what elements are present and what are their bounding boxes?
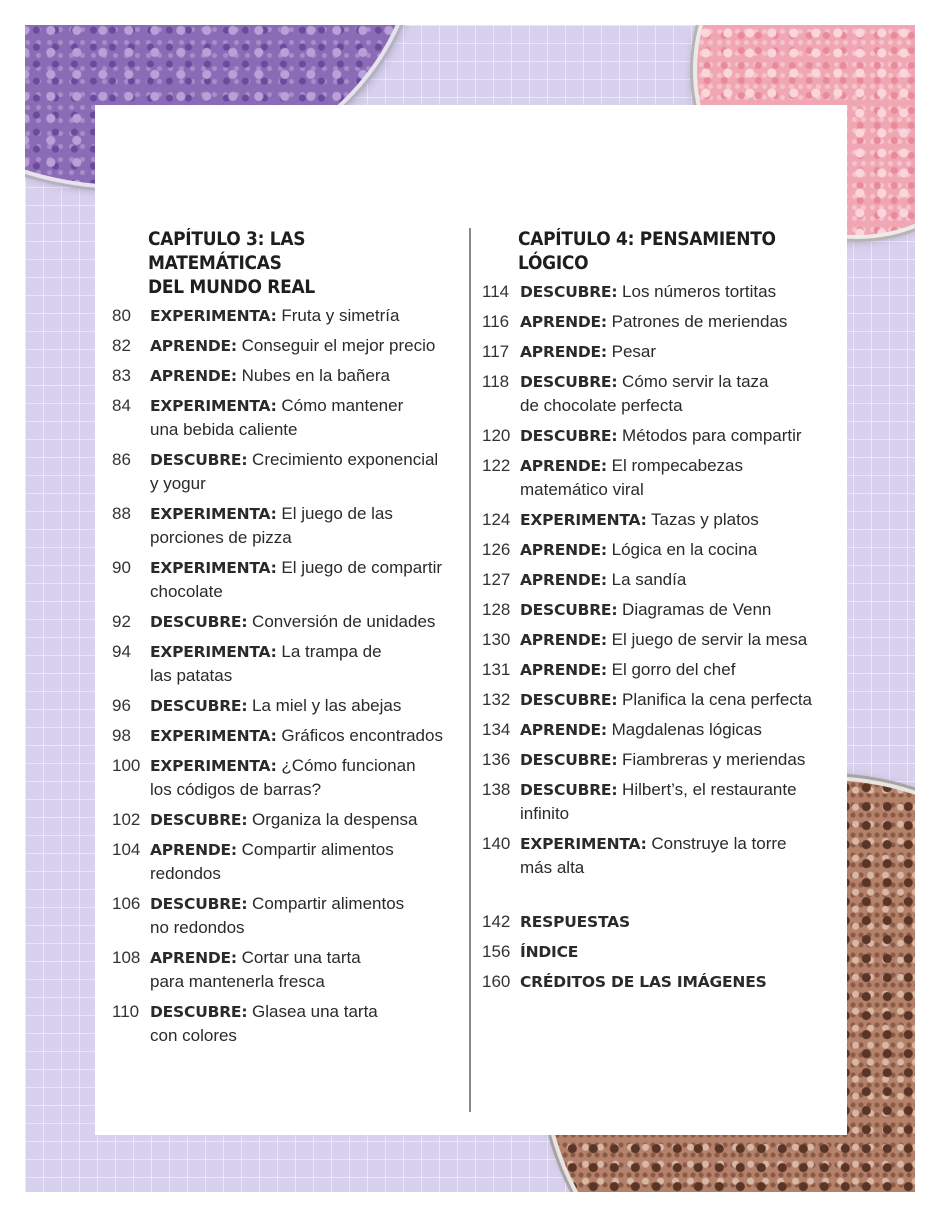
entry-text xyxy=(150,754,462,802)
page-number: 84 xyxy=(112,396,131,415)
page-number: 120 xyxy=(482,426,511,445)
page-number: 106 xyxy=(112,894,141,913)
backmatter-label: RESPUESTAS xyxy=(520,913,630,931)
entry-title: Compartir alimentos redondos xyxy=(150,840,394,883)
toc-entry[interactable] xyxy=(482,832,832,880)
activity-type-label: DESCUBRE: xyxy=(520,751,618,769)
entry-title: Pesar xyxy=(606,342,657,361)
page-number: 140 xyxy=(482,834,511,853)
entry-text xyxy=(150,1000,462,1048)
page-number: 117 xyxy=(482,342,510,361)
activity-type-label: APRENDE: xyxy=(520,541,607,559)
activity-type-label: DESCUBRE: xyxy=(150,451,248,469)
entry-text xyxy=(520,688,832,712)
page-number: 138 xyxy=(482,780,511,799)
activity-type-label: APRENDE: xyxy=(520,721,607,739)
page-number: 110 xyxy=(112,1002,140,1021)
entry-title: El gorro del chef xyxy=(606,660,736,679)
activity-type-label: DESCUBRE: xyxy=(150,895,248,913)
toc-entry[interactable] xyxy=(482,280,832,304)
page-number: 132 xyxy=(482,690,511,709)
page-number: 88 xyxy=(112,504,131,523)
toc-entry[interactable] xyxy=(112,304,462,328)
entry-text xyxy=(520,748,832,772)
activity-type-label: APRENDE: xyxy=(520,457,607,475)
toc-entry[interactable] xyxy=(482,370,832,418)
entry-title: Fruta y simetría xyxy=(276,306,400,325)
page-number: 80 xyxy=(112,306,131,325)
page-number: 114 xyxy=(482,282,510,301)
entry-title: Lógica en la cocina xyxy=(606,540,758,559)
entry-text xyxy=(150,694,462,718)
entry-title: La trampa de las patatas xyxy=(150,642,382,685)
entry-title: ¿Cómo funcionan los códigos de barras? xyxy=(150,756,416,799)
toc-entry[interactable] xyxy=(112,838,462,886)
activity-type-label: EXPERIMENTA: xyxy=(520,511,647,529)
page-number: 136 xyxy=(482,750,511,769)
toc-entry[interactable] xyxy=(112,448,462,496)
activity-type-label: EXPERIMENTA: xyxy=(150,307,277,325)
activity-type-label: APRENDE: xyxy=(150,337,237,355)
entry-text xyxy=(150,724,462,748)
entry-title: El juego de compartir chocolate xyxy=(150,558,443,601)
toc-entry[interactable] xyxy=(482,538,832,562)
toc-entry[interactable] xyxy=(112,1000,462,1048)
column-divider xyxy=(469,228,471,1112)
toc-entry[interactable] xyxy=(112,754,462,802)
entry-text xyxy=(150,394,462,442)
entry-title: Planifica la cena perfecta xyxy=(617,690,812,709)
entry-text xyxy=(150,640,462,688)
page-number: 104 xyxy=(112,840,141,859)
activity-type-label: APRENDE: xyxy=(150,367,237,385)
toc-entry[interactable] xyxy=(482,628,832,652)
page-number: 134 xyxy=(482,720,511,739)
toc-entry[interactable] xyxy=(482,718,832,742)
page-number: 94 xyxy=(112,642,131,661)
chapter-4-column xyxy=(482,228,832,1000)
toc-entry[interactable] xyxy=(482,658,832,682)
page-number: 131 xyxy=(482,660,511,679)
page-number: 116 xyxy=(482,312,510,331)
activity-type-label: DESCUBRE: xyxy=(520,691,618,709)
activity-type-label: EXPERIMENTA: xyxy=(150,643,277,661)
page-number: 83 xyxy=(112,366,131,385)
page-number: 98 xyxy=(112,726,131,745)
toc-entry[interactable] xyxy=(112,724,462,748)
activity-type-label: APRENDE: xyxy=(520,571,607,589)
toc-entry[interactable] xyxy=(112,394,462,442)
activity-type-label: DESCUBRE: xyxy=(520,427,618,445)
entry-text xyxy=(520,454,832,502)
toc-entry[interactable] xyxy=(112,808,462,832)
toc-entry[interactable] xyxy=(482,748,832,772)
activity-type-label: APRENDE: xyxy=(520,313,607,331)
entry-text xyxy=(520,310,832,334)
entry-text xyxy=(150,334,462,358)
activity-type-label: EXPERIMENTA: xyxy=(520,835,647,853)
page-number: 128 xyxy=(482,600,511,619)
entry-title: Cómo servir la taza de chocolate perfecta xyxy=(520,372,769,415)
entry-text xyxy=(150,838,462,886)
activity-type-label: DESCUBRE: xyxy=(520,283,618,301)
entry-title: El juego de servir la mesa xyxy=(606,630,808,649)
page-number: 86 xyxy=(112,450,131,469)
entry-text xyxy=(150,892,462,940)
entry-title: Hilbert’s, el restaurante infinito xyxy=(520,780,797,823)
entry-text xyxy=(520,424,832,448)
activity-type-label: EXPERIMENTA: xyxy=(150,559,277,577)
toc-entry[interactable] xyxy=(112,946,462,994)
toc-entry[interactable] xyxy=(482,424,832,448)
backmatter-entry[interactable] xyxy=(482,970,832,994)
entry-text xyxy=(520,718,832,742)
entry-title: Cortar una tarta para mantenerla fresca xyxy=(150,948,361,991)
entry-text xyxy=(150,304,462,328)
activity-type-label: EXPERIMENTA: xyxy=(150,757,277,775)
backmatter-label: ÍNDICE xyxy=(520,943,579,961)
entry-text xyxy=(150,556,462,604)
page-number: 92 xyxy=(112,612,131,631)
page-number: 102 xyxy=(112,810,141,829)
activity-type-label: DESCUBRE: xyxy=(520,373,618,391)
entry-title: Diagramas de Venn xyxy=(617,600,772,619)
toc-entry[interactable] xyxy=(112,640,462,688)
activity-type-label: APRENDE: xyxy=(150,841,237,859)
entry-text xyxy=(150,502,462,550)
toc-entry[interactable] xyxy=(112,610,462,634)
activity-type-label: DESCUBRE: xyxy=(520,781,618,799)
activity-type-label: EXPERIMENTA: xyxy=(150,505,277,523)
activity-type-label: DESCUBRE: xyxy=(150,697,248,715)
entry-title: Conseguir el mejor precio xyxy=(236,336,436,355)
toc-entry[interactable] xyxy=(482,454,832,502)
entry-title: Tazas y platos xyxy=(646,510,759,529)
entry-text xyxy=(150,946,462,994)
entry-text xyxy=(520,538,832,562)
chapter-3-entries xyxy=(112,304,462,1048)
activity-type-label: DESCUBRE: xyxy=(150,811,248,829)
entry-title: La sandía xyxy=(606,570,687,589)
page-number: 130 xyxy=(482,630,511,649)
backmatter-label: CRÉDITOS DE LAS IMÁGENES xyxy=(520,973,767,991)
entry-text xyxy=(520,598,832,622)
page-number: 100 xyxy=(112,756,141,775)
toc-entry[interactable] xyxy=(482,568,832,592)
entry-text xyxy=(520,280,832,304)
entry-title: Los números tortitas xyxy=(617,282,777,301)
activity-type-label: APRENDE: xyxy=(520,661,607,679)
entry-text xyxy=(150,808,462,832)
entry-text xyxy=(150,610,462,634)
page-number: 122 xyxy=(482,456,511,475)
entry-text xyxy=(520,628,832,652)
page-number: 124 xyxy=(482,510,511,529)
entry-text xyxy=(520,370,832,418)
activity-type-label: DESCUBRE: xyxy=(150,613,248,631)
entry-text xyxy=(520,778,832,826)
page-number: 156 xyxy=(482,942,511,961)
activity-type-label: APRENDE: xyxy=(520,631,607,649)
chapter-3-title: CAPÍTULO 3: LAS MATEMÁTICAS DEL MUNDO REAL xyxy=(148,229,315,298)
activity-type-label: EXPERIMENTA: xyxy=(150,727,277,745)
toc-entry[interactable] xyxy=(112,556,462,604)
activity-type-label: DESCUBRE: xyxy=(520,601,618,619)
activity-type-label: APRENDE: xyxy=(520,343,607,361)
section-spacer xyxy=(482,886,832,910)
entry-title: La miel y las abejas xyxy=(247,696,402,715)
activity-type-label: EXPERIMENTA: xyxy=(150,397,277,415)
page-number: 142 xyxy=(482,912,511,931)
toc-entry[interactable] xyxy=(112,892,462,940)
toc-entry[interactable] xyxy=(482,688,832,712)
entry-text xyxy=(520,340,832,364)
entry-text xyxy=(520,568,832,592)
page-number: 90 xyxy=(112,558,131,577)
entry-title: Conversión de unidades xyxy=(247,612,436,631)
backmatter-entry[interactable] xyxy=(482,940,832,964)
entry-title: Nubes en la bañera xyxy=(236,366,391,385)
entry-title: Glasea una tarta con colores xyxy=(150,1002,378,1045)
chapter-4-title: CAPÍTULO 4: PENSAMIENTO LÓGICO xyxy=(518,229,776,274)
activity-type-label: DESCUBRE: xyxy=(150,1003,248,1021)
entry-title: Organiza la despensa xyxy=(247,810,418,829)
page-number: 96 xyxy=(112,696,131,715)
page-number: 126 xyxy=(482,540,511,559)
page-number: 160 xyxy=(482,972,511,991)
chapter-4-entries xyxy=(482,280,832,880)
entry-title: Cómo mantener una bebida caliente xyxy=(150,396,404,439)
entry-text xyxy=(150,364,462,388)
entry-title: Métodos para compartir xyxy=(617,426,802,445)
entry-title: Magdalenas lógicas xyxy=(606,720,762,739)
entry-title: Patrones de meriendas xyxy=(606,312,788,331)
entry-title: Compartir alimentos no redondos xyxy=(150,894,405,937)
toc-entry[interactable] xyxy=(482,310,832,334)
page-number: 108 xyxy=(112,948,141,967)
entry-title: El rompecabezas matemático viral xyxy=(520,456,743,499)
entry-title: El juego de las porciones de pizza xyxy=(150,504,393,547)
entry-title: Crecimiento exponencial y yogur xyxy=(150,450,439,493)
entry-text xyxy=(520,658,832,682)
entry-title: Construye la torre más alta xyxy=(520,834,787,877)
toc-entry[interactable] xyxy=(112,694,462,718)
page-number: 82 xyxy=(112,336,131,355)
backmatter-entry[interactable] xyxy=(482,910,832,934)
entry-title: Fiambreras y meriendas xyxy=(617,750,806,769)
entry-title: Gráficos encontrados xyxy=(276,726,443,745)
chapter-3-column xyxy=(112,228,462,1054)
toc-entry[interactable] xyxy=(112,502,462,550)
toc-entry[interactable] xyxy=(482,598,832,622)
toc-entry[interactable] xyxy=(482,508,832,532)
page-number: 127 xyxy=(482,570,511,589)
toc-entry[interactable] xyxy=(112,334,462,358)
toc-entry[interactable] xyxy=(482,778,832,826)
entry-text xyxy=(150,448,462,496)
entry-text xyxy=(520,508,832,532)
activity-type-label: APRENDE: xyxy=(150,949,237,967)
backmatter-entries xyxy=(482,910,832,994)
entry-text xyxy=(520,832,832,880)
page-number: 118 xyxy=(482,372,510,391)
toc-entry[interactable] xyxy=(112,364,462,388)
toc-entry[interactable] xyxy=(482,340,832,364)
